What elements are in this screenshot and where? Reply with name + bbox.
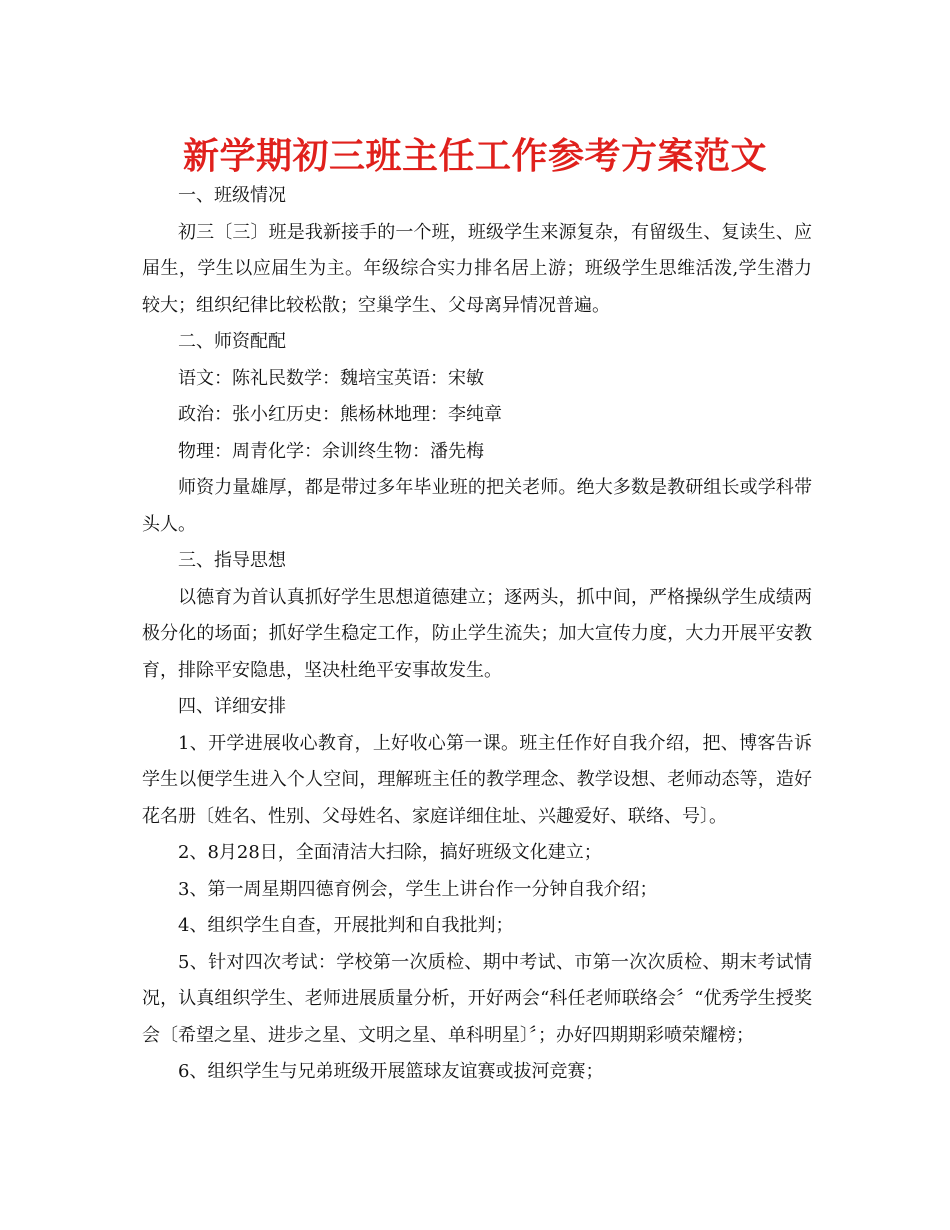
document-title: 新学期初三班主任工作参考方案范文 xyxy=(182,136,767,177)
paragraph-guiding-thought: 以德育为首认真抓好学生思想道德建立；逐两头，抓中间，严格操纵学生成绩两极分化的场面；抓好学生稳定工作，防止学生流失；加大宣传力度，大力开展平安教育，排除平安隐患，坚决杜绝平安事故发生。 xyxy=(142,586,812,681)
plan-item-1: 1、开学进展收心教育，上好收心第一课。班主任作好自我介绍，把、博客告诉学生以便学生进入个人空间，理解班主任的教学理念、教学设想、老师动态等，造好花名册〔姓名、性别、父母姓名、家庭详细住址、兴趣爱好、联络、号〕。 xyxy=(142,732,812,827)
plan-item-5: 5、针对四次考试：学校第一次质检、期中考试、市第一次次质检、期末考试情况，认真组织学生、老师进展质量分析，开好两会“科任老师联络会〞“优秀学生授奖会〔希望之星、进步之星、文明之星、单科明星〕〞；办好四期期彩喷荣耀榜； xyxy=(142,951,812,1046)
paragraph-teachers-summary: 师资力量雄厚，都是带过多年毕业班的把关老师。绝大多数是教研组长或学科带头人。 xyxy=(142,477,812,535)
teacher-line-2: 政治：张小红历史：熊杨林地理：李纯章 xyxy=(178,404,502,425)
plan-item-2: 2、8月28日，全面清洁大扫除，搞好班级文化建立； xyxy=(178,842,602,863)
paragraph-class-situation: 初三〔三〕班是我新接手的一个班，班级学生来源复杂，有留级生、复读生、应届生，学生以应届生为主。年级综合实力排名居上游；班级学生思维活泼,学生潜力较大；组织纪律比较松散；空巢学生、父母离异情况普遍。 xyxy=(142,221,812,316)
plan-item-6: 6、组织学生与兄弟班级开展篮球友谊赛或拔河竞赛； xyxy=(178,1061,604,1082)
plan-item-3: 3、第一周星期四德育例会，学生上讲台作一分钟自我介绍； xyxy=(178,878,658,900)
section-heading-class-situation: 一、班级情况 xyxy=(178,185,286,206)
plan-item-4: 4、组织学生自查，开展批判和自我批判； xyxy=(178,915,514,936)
teacher-line-3: 物理：周青化学：余训终生物：潘先梅 xyxy=(178,440,484,462)
section-heading-teachers: 二、师资配配 xyxy=(178,331,286,352)
document-body xyxy=(142,178,812,1091)
teacher-line-1: 语文：陈礼民数学：魏培宝英语：宋敏 xyxy=(178,367,484,389)
section-heading-detailed-plan: 四、详细安排 xyxy=(178,696,286,717)
section-heading-guiding-thought: 三、指导思想 xyxy=(178,550,286,571)
